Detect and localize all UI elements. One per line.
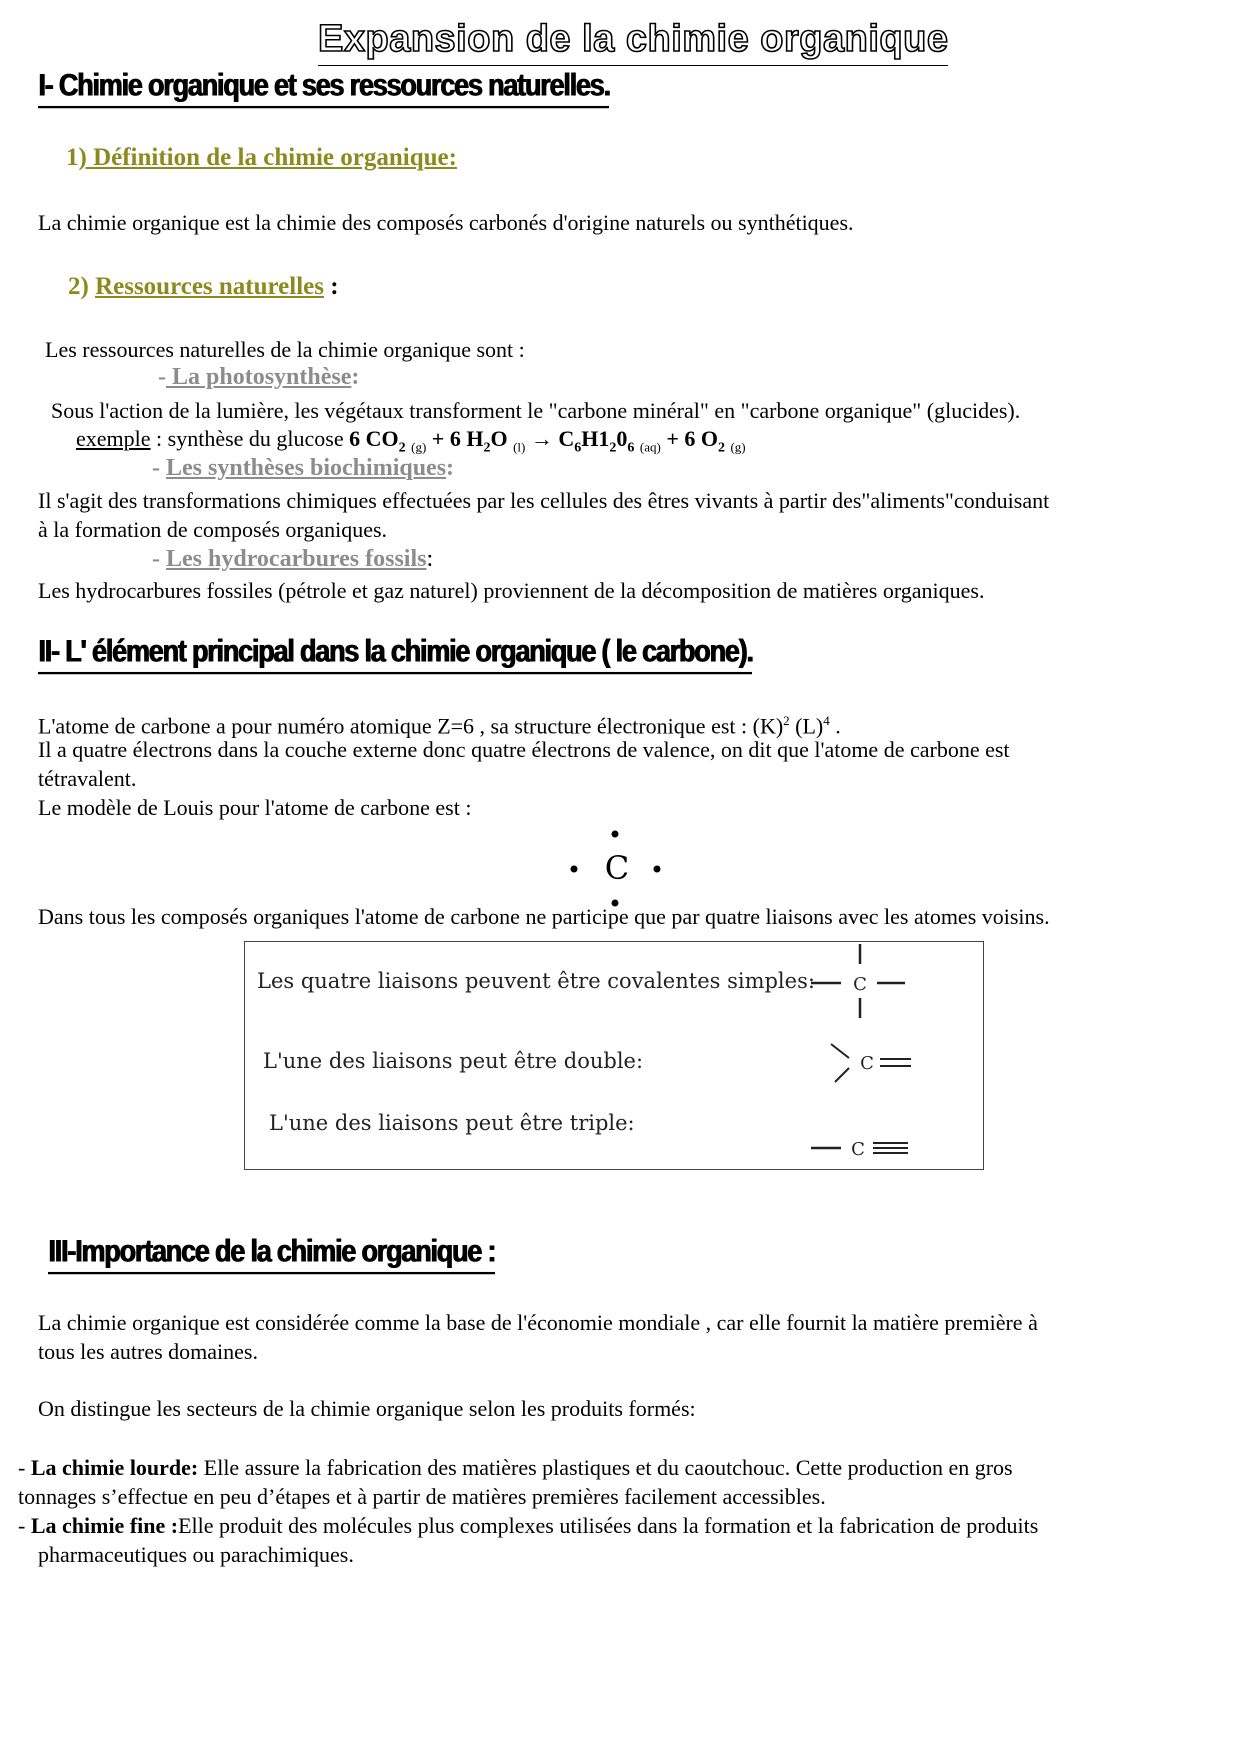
double-carbon-symbol: C — [860, 1053, 874, 1074]
photosynthesis-text: Sous l'action de la lumière, les végétaux transforment le "carbone minéral" en "carbone organique" (glucides). — [51, 398, 1021, 423]
bond-label-double: L'une des liaisons peut être double: — [263, 1049, 644, 1073]
subsection-resources-label: Ressources naturelles — [95, 273, 324, 300]
subsection-definition — [66, 144, 457, 172]
sub: 6 — [574, 440, 582, 456]
bullet-dash: - — [18, 1455, 31, 1480]
biochemical-text-line-2: à la formation de composés organiques. — [38, 517, 388, 542]
section-3-heading: III-Importance de la chimie organique : — [48, 1234, 495, 1274]
reactant-h2o: + 6 H — [431, 426, 484, 451]
chimie-lourde-line-2: tonnages s’effectue en peu d’étapes et à partir de matières premières facilement accessibles. — [18, 1484, 826, 1509]
lewis-model-carbon — [560, 825, 680, 911]
bond-diagrams — [805, 942, 975, 1170]
lewis-diagram — [560, 825, 680, 911]
section-2-heading: II- L' élément principal dans la chimie organique ( le carbone). — [38, 634, 752, 674]
bullet-dash: - — [158, 364, 166, 390]
sub: 2 — [717, 440, 725, 456]
sub: 6 — [627, 440, 635, 456]
electron-dot — [612, 831, 619, 838]
glucose-mid: H1 — [581, 426, 610, 451]
product-glucose: C — [558, 426, 575, 451]
electronic-structure-b: (L) — [789, 713, 824, 739]
importance-text-line-1: La chimie organique est considérée comme la base de l'économie mondiale , car elle fournit la matière première à — [38, 1310, 1038, 1335]
bond-line — [831, 1044, 849, 1058]
subsection-resources — [68, 273, 339, 301]
bullet-dash: - — [152, 546, 166, 572]
subsection-definition-label: ) Définition de la chimie organique: — [78, 144, 457, 171]
sectors-intro: On distingue les secteurs de la chimie organique selon les produits formés: — [38, 1396, 696, 1421]
triple-bond-diagram — [811, 1139, 908, 1160]
chimie-fine-line-1 — [18, 1511, 1038, 1540]
definition-text: La chimie organique est la chimie des composés carbonés d'origine naturels ou synthétiques. — [38, 210, 854, 235]
sub: 2 — [609, 440, 617, 456]
example-intro: : synthèse du glucose — [150, 426, 350, 451]
valence-text-2: tétravalent. — [38, 766, 137, 791]
triple-carbon-symbol: C — [851, 1139, 865, 1160]
electronic-structure-c: . — [829, 713, 841, 739]
resources-intro: Les ressources naturelles de la chimie organique sont : — [45, 337, 525, 362]
single-bonds-diagram — [811, 944, 905, 1018]
page-title: Expansion de la chimie organique — [318, 18, 948, 66]
chimie-lourde-label: La chimie lourde: — [30, 1455, 199, 1480]
sub: 2 — [398, 440, 406, 456]
sub: 2 — [483, 440, 491, 456]
reactant-co2: 6 CO — [349, 426, 399, 451]
resource-item-fossil — [152, 546, 433, 573]
example-label: exemple — [76, 426, 151, 451]
chimie-fine-line-2: pharmaceutiques ou parachimiques. — [38, 1542, 354, 1567]
resource-item-colon: : — [426, 546, 434, 572]
resource-item-colon: : — [446, 455, 455, 481]
importance-text-line-2: tous les autres domaines. — [38, 1339, 258, 1364]
fossil-text: Les hydrocarbures fossiles (pétrole et gaz naturel) proviennent de la décomposition de matières organiques. — [38, 578, 985, 603]
reaction-arrow: → — [530, 426, 553, 451]
state: (g) — [730, 439, 746, 455]
bonds-intro: Dans tous les composés organiques l'atome de carbone ne participe que par quatre liaisons avec les atomes voisins. — [38, 904, 1050, 929]
reactant-h2o-tail: O — [490, 426, 508, 451]
subsection-definition-number: 1 — [66, 144, 79, 171]
subsection-resources-number: 2) — [68, 273, 96, 300]
sup: 4 — [823, 713, 830, 728]
resource-item-label: La photosynthèse — [166, 364, 352, 390]
resource-item-label: Les synthèses biochimiques — [166, 455, 447, 481]
subsection-resources-colon: : — [324, 273, 339, 300]
valence-text: Il a quatre électrons dans la couche externe donc quatre électrons de valence, on dit que l'atome de carbone est — [38, 737, 1010, 762]
resource-item-biochemical — [152, 455, 454, 482]
chimie-fine-text: Elle produit des molécules plus complexes utilisées dans la formation et la fabrication de produits — [178, 1513, 1039, 1538]
resource-item-photosynthesis — [158, 364, 359, 391]
bond-types-box — [244, 941, 984, 1170]
bond-line — [835, 1068, 849, 1082]
electron-dot — [654, 866, 661, 873]
lewis-carbon-symbol: C — [604, 849, 630, 887]
electronic-structure-a: L'atome de carbone a pour numéro atomique Z=6 , sa structure électronique est : (K) — [38, 713, 784, 739]
lewis-intro: Le modèle de Louis pour l'atome de carbone est : — [38, 795, 472, 820]
resource-item-colon: : — [351, 364, 360, 390]
chimie-fine-label: La chimie fine : — [30, 1513, 179, 1538]
state: (l) — [513, 439, 526, 455]
resource-item-label: Les hydrocarbures fossils — [166, 546, 427, 572]
glucose-tail: 0 — [616, 426, 628, 451]
state: (g) — [411, 439, 427, 455]
sup: 2 — [783, 713, 790, 728]
bullet-dash: - — [18, 1513, 31, 1538]
product-o2: + 6 O — [666, 426, 718, 451]
chimie-lourde-text: Elle assure la fabrication des matières plastiques et du caoutchouc. Cette production en gros — [198, 1455, 1013, 1480]
state: (aq) — [639, 439, 661, 455]
single-carbon-symbol: C — [853, 974, 867, 995]
bond-label-triple: L'une des liaisons peut être triple: — [269, 1111, 635, 1135]
electron-dot — [571, 866, 578, 873]
chimie-lourde-line-1 — [18, 1453, 1013, 1482]
section-1-heading: I- Chimie organique et ses ressources naturelles. — [38, 68, 609, 108]
double-bond-diagram — [831, 1044, 911, 1082]
bond-label-single: Les quatre liaisons peuvent être covalentes simples: — [257, 969, 815, 993]
biochemical-text-line-1: Il s'agit des transformations chimiques effectuées par les cellules des êtres vivants à partir des"aliments"conduisant — [38, 488, 1050, 513]
bullet-dash: - — [152, 455, 166, 481]
